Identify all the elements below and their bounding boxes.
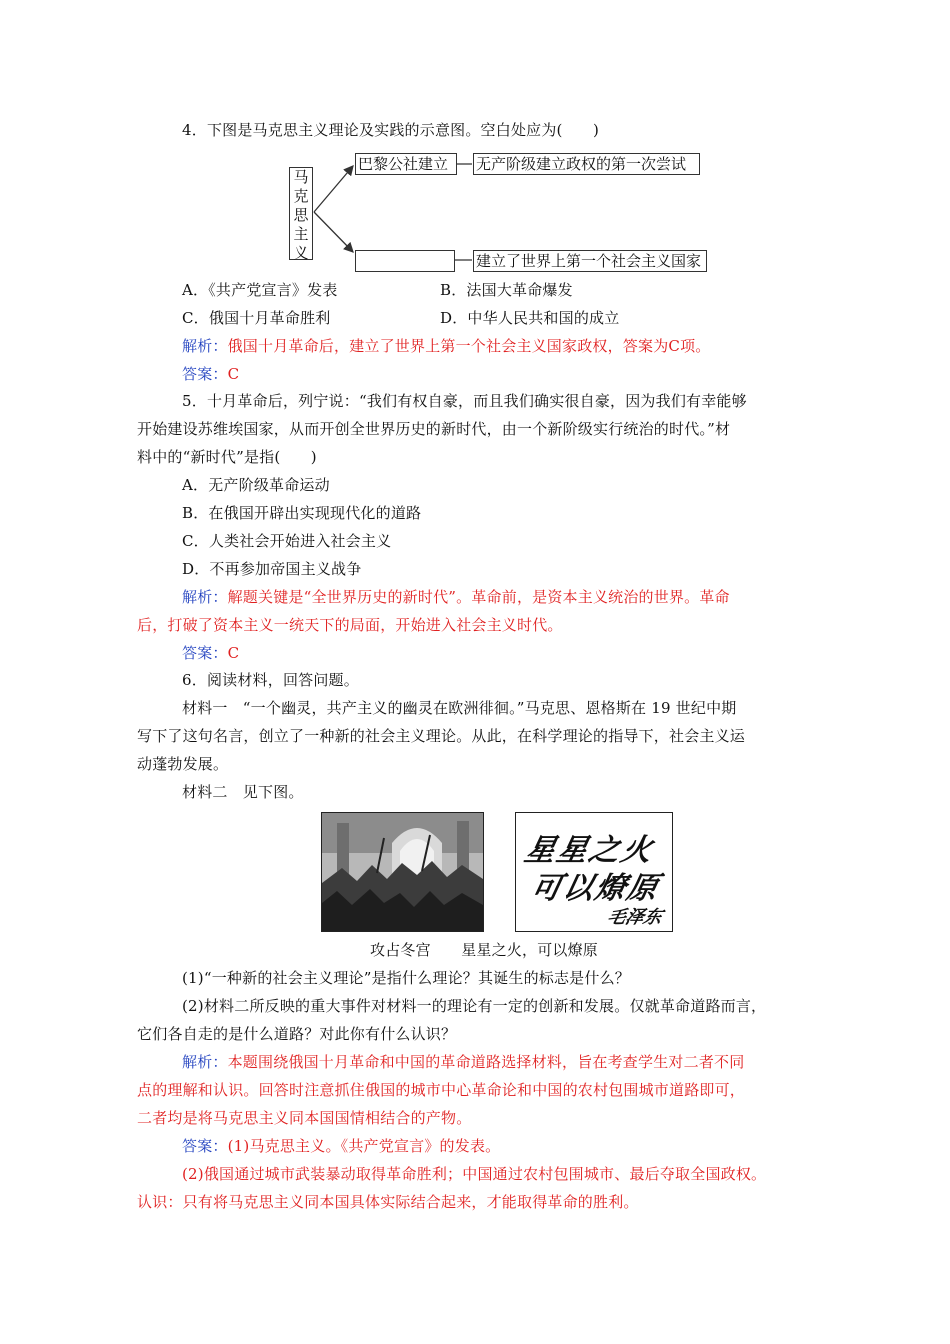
diagram-blank-box: [355, 250, 455, 272]
winter-palace-illustration: [322, 813, 483, 931]
calligraphy-line2: 可以燎原: [527, 871, 663, 906]
q4-option-b: B．法国大革命爆发: [440, 281, 573, 299]
q4-stem: 4．下图是马克思主义理论及实践的示意图。空白处应为( ): [182, 121, 600, 139]
diagram-arrow-top: [314, 166, 353, 212]
q6-answer-line1: [182, 1136, 500, 1156]
calligraphy-line1: 星星之火: [521, 833, 657, 868]
q5-analysis-label: 解析：: [182, 588, 228, 606]
winter-palace-photo: [321, 812, 484, 932]
q4-analysis: [182, 336, 711, 356]
q4-answer-label: 答案：: [182, 365, 228, 383]
diagram-box-top: 巴黎公社建立: [355, 153, 457, 175]
q4-option-c: C．俄国十月革命胜利: [182, 309, 331, 327]
diagram-arrow-bottom: [314, 212, 353, 252]
q5-analysis-line2: 后，打破了资本主义一统天下的局面，开始进入社会主义时代。: [137, 616, 563, 634]
q6-image-caption: 攻占冬宫 星星之火，可以燎原: [370, 941, 599, 959]
q4-answer: [182, 364, 239, 384]
q6-stem: 6．阅读材料，回答问题。: [182, 671, 359, 689]
q5-option-d: D．不再参加帝国主义战争: [182, 560, 362, 578]
calligraphy-signature: 毛泽东: [604, 907, 665, 928]
q6-answer-line3: 认识：只有将马克思主义同本国具体实际结合起来，才能取得革命的胜利。: [137, 1193, 639, 1211]
q6-answer-line2: (2)俄国通过城市武装暴动取得革命胜利；中国通过农村包围城市、最后夺取全国政权。: [182, 1165, 767, 1183]
diagram-desc-bottom: 建立了世界上第一个社会主义国家: [473, 250, 707, 272]
calligraphy-image: [515, 812, 673, 932]
q5-stem-line2: 开始建设苏维埃国家，从而开创全世界历史的新时代，由一个新阶级实行统治的时代。”材: [137, 420, 731, 438]
q4-answer-value: C: [227, 365, 240, 383]
diagram-desc-top: 无产阶级建立政权的第一次尝试: [473, 153, 700, 175]
q6-analysis-line2: 点的理解和认识。回答时注意抓住俄国的城市中心革命论和中国的农村包围城市道路即可，: [137, 1081, 746, 1099]
q6-analysis-line3: 二者均是将马克思主义同本国国情相结合的产物。: [137, 1109, 472, 1127]
q6-answer-text-1: (1)马克思主义。《共产党宣言》的发表。: [227, 1137, 501, 1155]
q5-answer-label: 答案：: [182, 644, 228, 662]
q6-question2-line1: (2)材料二所反映的重大事件对材料一的理论有一定的创新和发展。仅就革命道路而言，: [182, 997, 767, 1015]
q6-analysis-line1: [182, 1052, 744, 1072]
q6-answer-label: 答案：: [182, 1137, 228, 1155]
q5-analysis-line1: [182, 587, 730, 607]
q4-option-a: A．《共产党宣言》发表: [182, 281, 338, 299]
q5-option-a: A．无产阶级革命运动: [182, 476, 330, 494]
diagram-root-label: 马克思主义: [293, 168, 309, 262]
q6-analysis-label: 解析：: [182, 1053, 228, 1071]
q5-option-b: B．在俄国开辟出实现现代化的道路: [182, 504, 422, 522]
q6-analysis-text-1: 本题围绕俄国十月革命和中国的革命道路选择材料，旨在考查学生对二者不同: [227, 1053, 745, 1071]
q5-stem-line1: 5．十月革命后，列宁说：“我们有权自豪，而且我们确实很自豪，因为我们有幸能够: [182, 392, 747, 410]
q4-analysis-label: 解析：: [182, 337, 228, 355]
q5-answer: [182, 643, 239, 663]
q5-answer-value: C: [227, 644, 240, 662]
q5-option-c: C．人类社会开始进入社会主义: [182, 532, 392, 550]
q6-material1-line3: 动蓬勃发展。: [137, 755, 229, 773]
q4-analysis-text: 俄国十月革命后，建立了世界上第一个社会主义国家政权，答案为C项。: [227, 337, 711, 355]
q6-question2-line2: 它们各自走的是什么道路？对此你有什么认识？: [137, 1025, 457, 1043]
q5-analysis-text-1: 解题关键是“全世界历史的新时代”。革命前，是资本主义统治的世界。革命: [227, 588, 730, 606]
q6-material1-line1: 材料一 “一个幽灵，共产主义的幽灵在欧洲徘徊。”马克思、恩格斯在 19 世纪中期: [182, 699, 737, 717]
q6-question1: (1)“一种新的社会主义理论”是指什么理论？其诞生的标志是什么？: [182, 969, 630, 987]
q5-stem-line3: 料中的“新时代”是指( ): [137, 448, 317, 466]
q6-material1-line2: 写下了这句名言，创立了一种新的社会主义理论。从此，在科学理论的指导下，社会主义运: [137, 727, 746, 745]
q4-option-d: D．中华人民共和国的成立: [440, 309, 620, 327]
q6-material2: 材料二 见下图。: [182, 783, 304, 801]
